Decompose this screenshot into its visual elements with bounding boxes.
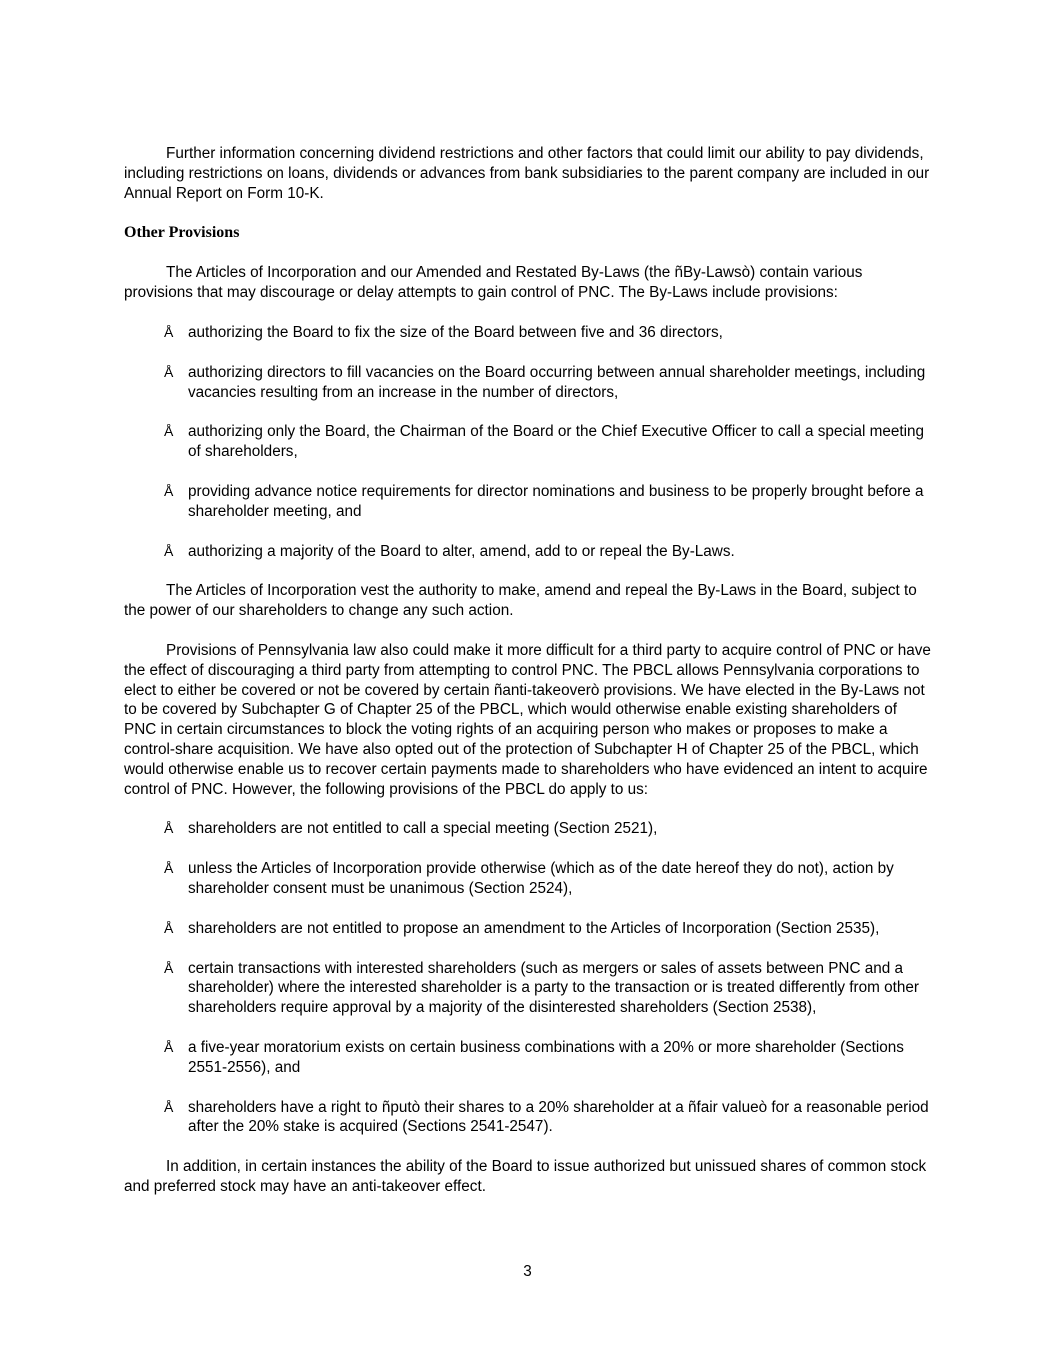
document-page (124, 144, 932, 1217)
bullet-marker: Å (164, 482, 174, 499)
bullet-marker: Å (164, 959, 174, 976)
list-item-text: authorizing a majority of the Board to alter, amend, add to or repeal the By-Laws. (188, 542, 735, 560)
bullet-marker: Å (164, 1098, 174, 1115)
bullet-marker: Å (164, 860, 174, 877)
list-item-text: authorizing only the Board, the Chairman of the Board or the Chief Executive Officer to call a special meeting of shareholders, (188, 423, 925, 461)
list-item (124, 1038, 932, 1078)
bullet-marker: Å (164, 542, 174, 559)
bylaws-provisions-list (124, 323, 932, 561)
list-item-text: unless the Articles of Incorporation provide otherwise (which as of the date hereof they do not), action by shareholder consent must be unanimous (Section 2524), (188, 860, 894, 897)
articles-authority-paragraph: The Articles of Incorporation vest the authority to make, amend and repeal the By-Laws in the Board, subject to the power of our shareholders to change any such action. (124, 582, 917, 620)
list-item (124, 323, 932, 343)
bullet-marker: Å (164, 919, 174, 936)
list-item-text: shareholders are not entitled to propose an amendment to the Articles of Incorporation (Section 2535), (188, 919, 880, 937)
dividend-restrictions-paragraph: Further information concerning dividend restrictions and other factors that could limit our ability to pay dividends, including restrictions on loans, dividends or advances from bank subsidiaries to the parent company are included in our Annual Report on Form 10-K. (124, 145, 930, 202)
list-item-text: shareholders are not entitled to call a special meeting (Section 2521), (188, 820, 658, 838)
list-item (124, 919, 932, 939)
list-item (124, 859, 932, 899)
bullet-marker: Å (164, 423, 174, 440)
list-item (124, 482, 932, 522)
list-item (124, 422, 932, 462)
list-item-text: certain transactions with interested shareholders (such as mergers or sales of assets between PNC and a shareholder) where the interested shareholder is a party to the transaction or is treated differently from other shareholders require approval by a majority of the disinterested shareholders (Section 2538), (188, 959, 919, 1017)
bullet-marker: Å (164, 323, 174, 340)
section-heading: Other Provisions (124, 224, 240, 242)
list-item (124, 363, 932, 403)
list-item-text: authorizing the Board to fix the size of the Board between five and 36 directors, (188, 323, 723, 341)
pbcl-provisions-list (124, 819, 932, 1137)
pennsylvania-law-paragraph: Provisions of Pennsylvania law also could make it more difficult for a third party to acquire control of PNC or have the effect of discouraging a third party from attempting to control PNC. The PBCL allows Pennsylvania corporations to elect to either be covered or not be covered by certain ñanti-takeoverò provisions. We have elected in the By-Laws not to be covered by Subchapter G of Chapter 25 of the PBCL, which would otherwise enable existing shareholders of PNC in certain circumstances to block the voting rights of an acquiring person who makes or proposes to make a control-share acquisition. We have also opted out of the protection of Subchapter H of Chapter 25 of the PBCL, which would otherwise enable us to recover certain payments made to shareholders who have evidenced an intent to acquire control of PNC. However, the following provisions of the PBCL do apply to us: (124, 641, 931, 798)
list-item-text: a five-year moratorium exists on certain business combinations with a 20% or more shareholder (Sections 2551-2556), and (188, 1038, 904, 1076)
list-item (124, 819, 932, 839)
anti-takeover-paragraph: In addition, in certain instances the ability of the Board to issue authorized but unissued shares of common stock and preferred stock may have an anti-takeover effect. (124, 1158, 927, 1195)
bullet-marker: Å (164, 1038, 174, 1055)
bylaws-intro-paragraph: The Articles of Incorporation and our Amended and Restated By-Laws (the ñBy-Lawsò) contain various provisions that may discourage or delay attempts to gain control of PNC. The By-Laws include provisions: (124, 264, 863, 302)
bullet-marker: Å (164, 363, 174, 380)
list-item (124, 1098, 932, 1138)
list-item (124, 959, 932, 1018)
list-item (124, 542, 932, 562)
list-item-text: providing advance notice requirements for director nominations and business to be properly brought before a shareholder meeting, and (188, 482, 924, 520)
list-item-text: authorizing directors to fill vacancies on the Board occurring between annual shareholder meetings, including vacancies resulting from an increase in the number of directors, (188, 363, 926, 401)
bullet-marker: Å (164, 820, 174, 837)
page-number: 3 (523, 1263, 532, 1280)
list-item-text: shareholders have a right to ñputò their shares to a 20% shareholder at a ñfair valueò for a reasonable period after the 20% stake is acquired (Sections 2541-2547). (188, 1098, 929, 1136)
